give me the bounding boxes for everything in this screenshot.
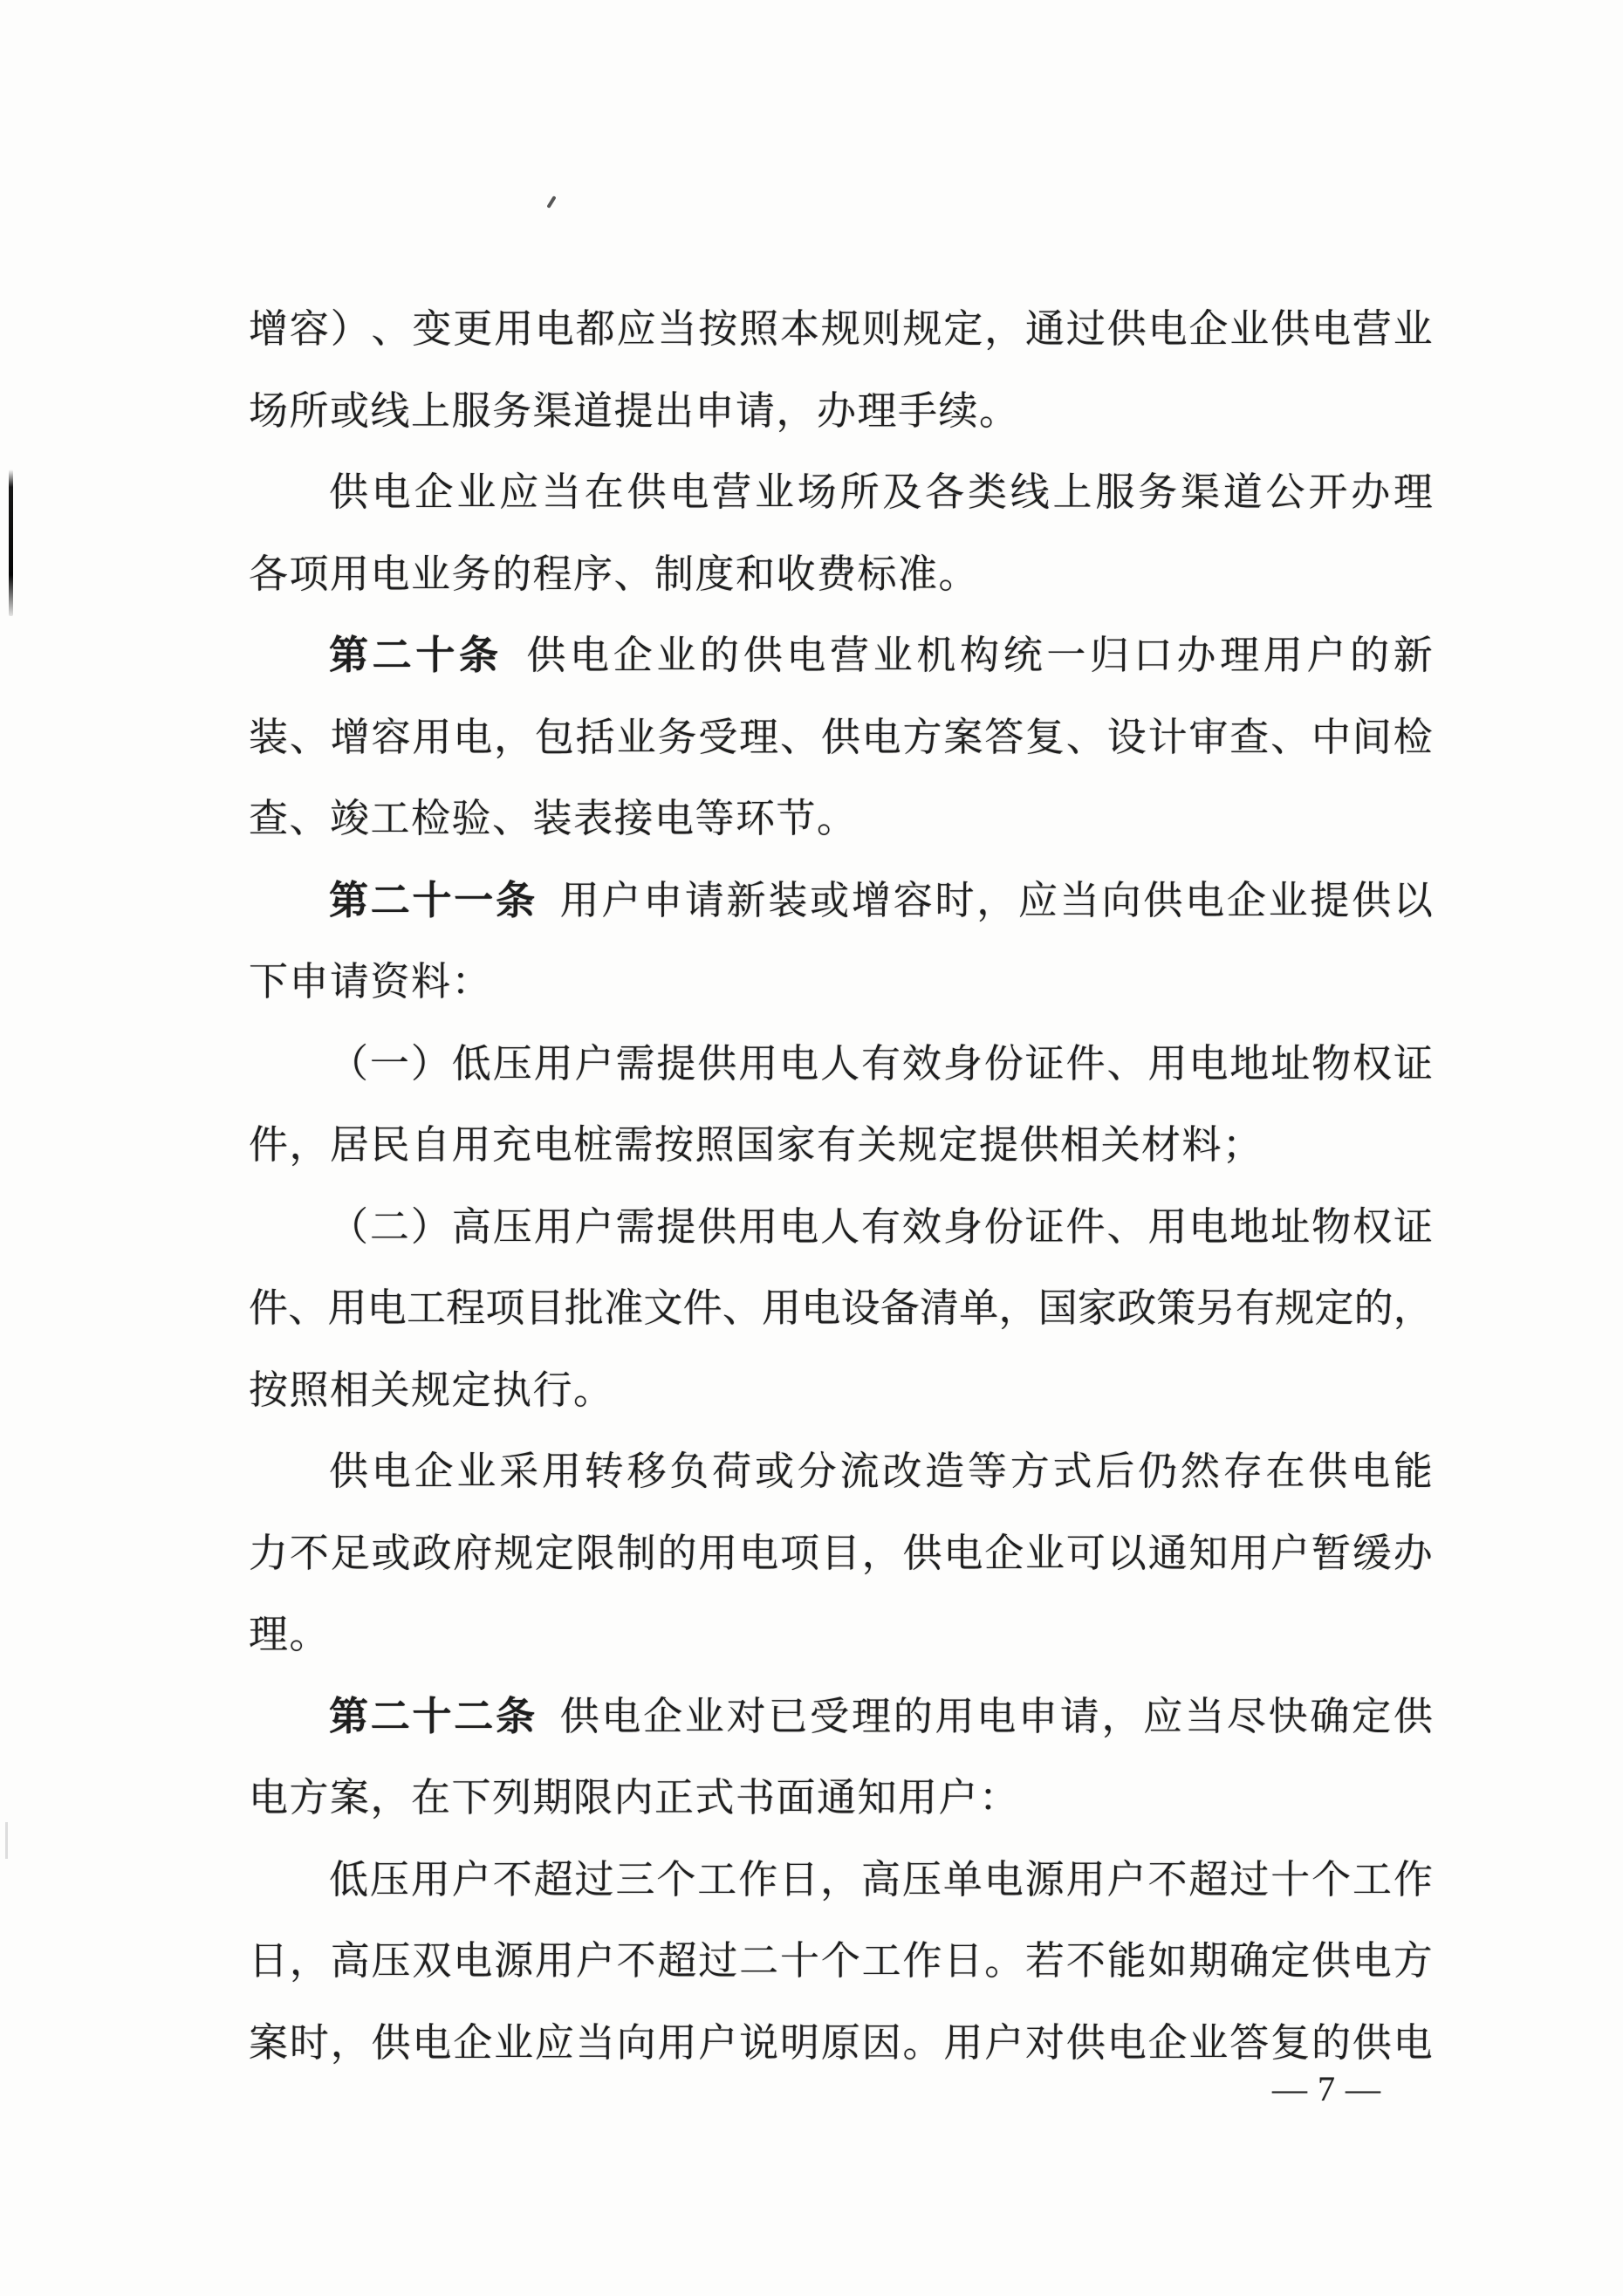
text-line: 低 压 用 户 不 超 过 三 个 工 作 日 ， 高 压 单 电 源 用 户 不 超 过 十 个 工 作	[329, 1857, 1433, 1902]
scan-artifact-faint-dash	[5, 1822, 8, 1859]
document-text	[249, 284, 1433, 2080]
scan-artifact-edge-line	[9, 469, 13, 616]
text-line: 件 、 用 电 工 程 项 目 批 准 文 件 、 用 电 设 备 清 单 ， 国 家 政 策 另 有 规 定 的 ，	[249, 1286, 1433, 1331]
text-line: 力 不 足 或 政 府 规 定 限 制 的 用 电 项 目 ， 供 电 企 业 可 以 通 知 用 户 暂 缓 办	[249, 1531, 1433, 1575]
text-line: 第 二 十 二 条 供 电 企 业 对 已 受 理 的 用 电 申 请 ， 应 当 尽 快 确 定 供	[329, 1693, 1433, 1738]
text-line: 供 电 企 业 采 用 转 移 负 荷 或 分 流 改 造 等 方 式 后 仍 然 存 在 供 电 能	[329, 1450, 1433, 1494]
text-line: 第 二 十 条 供 电 企 业 的 供 电 营 业 机 构 统 一 归 口 办 理 用 户 的 新	[329, 633, 1433, 678]
text-line: 查、竣工检验、装表接电等环节。	[249, 797, 858, 841]
text-line: 件，居民自用充电桩需按照国家有关规定提供相关材料；	[249, 1123, 1263, 1168]
text-line: 电方案，在下列期限内正式书面通知用户：	[249, 1776, 1020, 1820]
text-line: （ 一 ） 低 压 用 户 需 提 供 用 电 人 有 效 身 份 证 件 、 用 电 地 址 物 权 证	[329, 1041, 1433, 1086]
page-number: — 7 —	[1272, 2069, 1381, 2108]
text-line: 场所或线上服务渠道提出申请，办理手续。	[249, 388, 1020, 433]
text-line: 供 电 企 业 应 当 在 供 电 营 业 场 所 及 各 类 线 上 服 务 渠 道 公 开 办 理	[329, 470, 1433, 515]
text-line: 第 二 十 一 条 用 户 申 请 新 装 或 增 容 时 ， 应 当 向 供 电 企 业 提 供 以	[329, 877, 1433, 922]
text-line: 下申请资料：	[249, 960, 493, 1004]
text-line: 日 ， 高 压 双 电 源 用 户 不 超 过 二 十 个 工 作 日 。 若 不 能 如 期 确 定 供 电 方	[249, 1939, 1433, 1984]
text-line: 装 、 增 容 用 电 ， 包 括 业 务 受 理 、 供 电 方 案 答 复 、 设 计 审 查 、 中 间 检	[249, 715, 1433, 759]
text-line: 各项用电业务的程序、制度和收费标准。	[249, 552, 980, 596]
text-line: 增 容 ） 、 变 更 用 电 都 应 当 按 照 本 规 则 规 定 ， 通 过 供 电 企 业 供 电 营 业	[249, 307, 1433, 352]
text-line: 理。	[249, 1613, 331, 1657]
text-line: 按照相关规定执行。	[249, 1367, 614, 1412]
scan-artifact-speck	[546, 195, 556, 209]
text-line: （ 二 ） 高 压 用 户 需 提 供 用 电 人 有 效 身 份 证 件 、 用 电 地 址 物 权 证	[329, 1204, 1433, 1249]
text-line: 案 时 ， 供 电 企 业 应 当 向 用 户 说 明 原 因 。 用 户 对 供 电 企 业 答 复 的 供 电	[249, 2020, 1433, 2065]
